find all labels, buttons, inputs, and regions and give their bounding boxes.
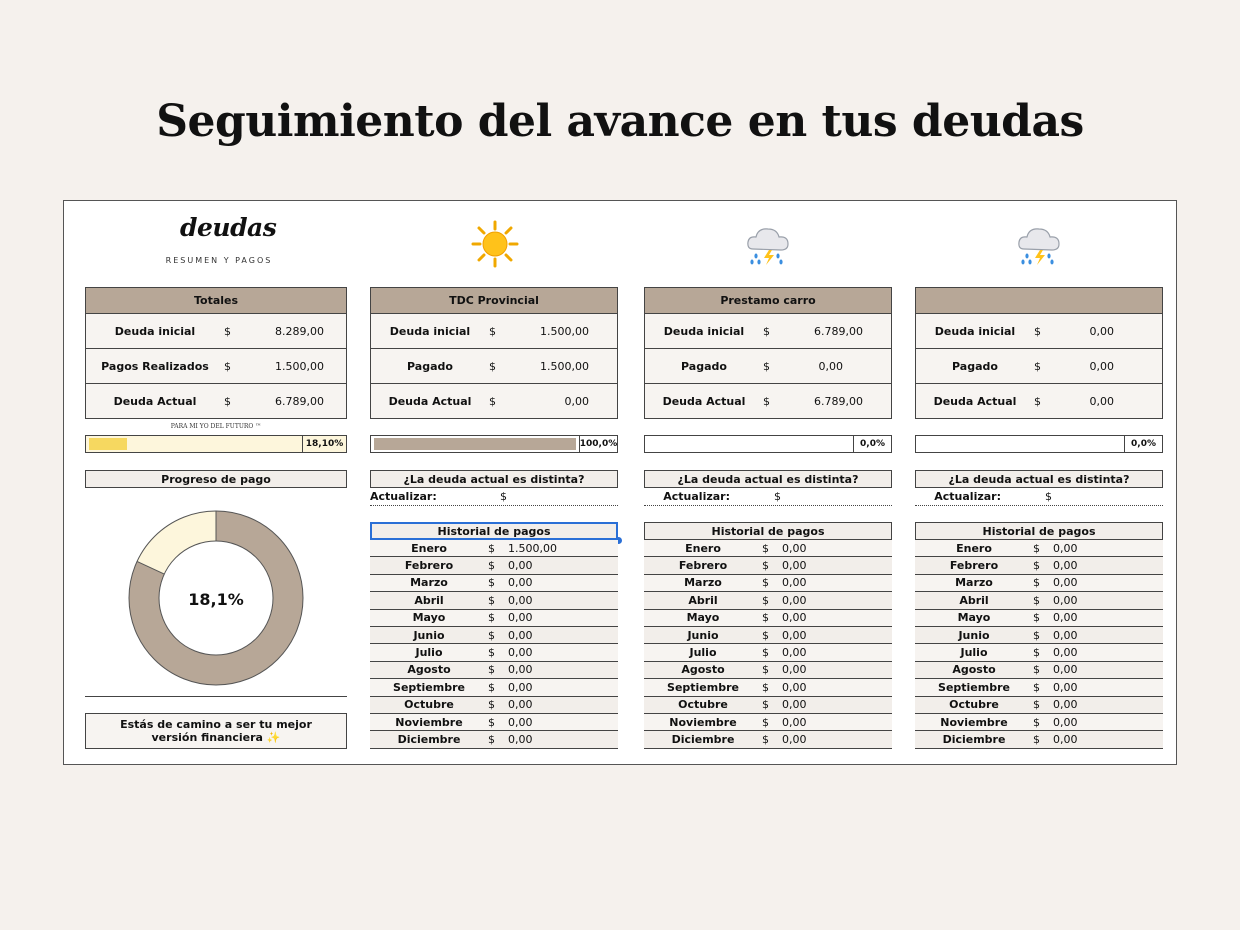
- history-row[interactable]: [644, 679, 892, 696]
- debt-row-label: Deuda inicial: [934, 324, 1016, 338]
- debt-row-label: Deuda Actual: [662, 395, 746, 408]
- history-value: 0,00: [1053, 663, 1078, 677]
- history-row[interactable]: [915, 697, 1163, 714]
- totals-progress-bar: [85, 435, 347, 453]
- debt-row-label: Deuda inicial: [663, 324, 745, 338]
- currency-symbol: $: [1033, 646, 1040, 660]
- debt-row[interactable]: [371, 384, 617, 419]
- history-month: Julio: [689, 646, 717, 660]
- currency-symbol: $: [1033, 732, 1040, 746]
- history-row[interactable]: [915, 731, 1163, 748]
- history-month: Noviembre: [940, 715, 1008, 729]
- history-row[interactable]: [644, 557, 892, 574]
- debt-row-label: Deuda Actual: [388, 395, 472, 408]
- history-month: Junio: [413, 628, 445, 642]
- history-value: 0,00: [1053, 611, 1078, 625]
- history-month: Septiembre: [938, 680, 1010, 694]
- update-label: Actualizar:: [370, 490, 437, 503]
- currency-symbol: $: [762, 646, 769, 660]
- debt-name-header[interactable]: [916, 288, 1162, 314]
- thunderstorm-cloud-icon: [1014, 219, 1064, 269]
- history-value: 0,00: [1053, 698, 1078, 712]
- history-month: Enero: [956, 541, 992, 555]
- thunderstorm-cloud-icon: [743, 219, 793, 269]
- history-month: Mayo: [686, 611, 720, 625]
- debt-row-value: 0,00: [1089, 359, 1114, 373]
- logo-subtitle: RESUMEN Y PAGOS: [165, 256, 273, 265]
- logo-text: deudas: [180, 213, 277, 242]
- debt-row-label: Pagado: [681, 359, 727, 373]
- debt-question: ¿La deuda actual es distinta?: [370, 470, 618, 488]
- debt-row-value: 0,00: [1089, 395, 1114, 408]
- debt-card: [644, 287, 892, 419]
- history-row[interactable]: [370, 679, 618, 696]
- history-value: 0,00: [782, 732, 807, 746]
- history-month: Septiembre: [393, 680, 465, 694]
- history-month: Mayo: [957, 611, 991, 625]
- history-month: Junio: [958, 628, 990, 642]
- currency-symbol: $: [762, 541, 769, 555]
- history-month: Enero: [411, 541, 447, 555]
- totals-row-label: Deuda inicial: [114, 324, 196, 338]
- history-month: Febrero: [678, 559, 728, 573]
- history-month: Septiembre: [667, 680, 739, 694]
- debt-question: ¿La deuda actual es distinta?: [644, 470, 892, 488]
- history-value: 0,00: [508, 680, 533, 694]
- currency-symbol: $: [488, 663, 495, 677]
- history-value: 0,00: [1053, 559, 1078, 573]
- debt-row-label: Deuda inicial: [389, 324, 471, 338]
- progress-fill: [374, 438, 576, 450]
- history-row[interactable]: [644, 610, 892, 627]
- history-value: 0,00: [782, 680, 807, 694]
- progress-donut-chart: [115, 497, 317, 699]
- history-value: 0,00: [1053, 628, 1078, 642]
- history-month: Octubre: [678, 698, 728, 712]
- debt-progress-bar: [644, 435, 892, 453]
- history-month: Agosto: [681, 663, 725, 677]
- currency-symbol: $: [1045, 490, 1052, 503]
- history-row[interactable]: [644, 575, 892, 592]
- currency-symbol: $: [1033, 698, 1040, 712]
- history-month: Julio: [415, 646, 443, 660]
- debt-row-value: 0,00: [1089, 324, 1114, 338]
- update-label: Actualizar:: [663, 490, 730, 503]
- currency-symbol: $: [489, 359, 496, 373]
- history-row[interactable]: [644, 644, 892, 661]
- history-month: Octubre: [949, 698, 999, 712]
- history-value: 0,00: [782, 611, 807, 625]
- currency-symbol: $: [762, 698, 769, 712]
- debt-row-label: Pagado: [952, 359, 998, 373]
- currency-symbol: $: [489, 395, 496, 408]
- history-value: 0,00: [508, 663, 533, 677]
- history-row[interactable]: [915, 714, 1163, 731]
- currency-symbol: $: [762, 680, 769, 694]
- totals-row[interactable]: [86, 384, 346, 419]
- debt-row[interactable]: [645, 349, 891, 384]
- debt-row[interactable]: [371, 314, 617, 349]
- currency-symbol: $: [1033, 611, 1040, 625]
- currency-symbol: $: [1033, 576, 1040, 590]
- currency-symbol: $: [762, 732, 769, 746]
- history-month: Abril: [414, 593, 444, 607]
- currency-symbol: $: [763, 395, 770, 408]
- currency-symbol: $: [500, 490, 507, 503]
- currency-symbol: $: [1034, 359, 1041, 373]
- debt-name-header[interactable]: TDC Provincial: [371, 288, 617, 314]
- currency-symbol: $: [1034, 324, 1041, 338]
- totals-row[interactable]: [86, 314, 346, 349]
- history-header[interactable]: Historial de pagos: [370, 522, 618, 540]
- history-row[interactable]: [370, 662, 618, 679]
- sun-icon: [470, 219, 520, 269]
- history-month: Agosto: [952, 663, 996, 677]
- currency-symbol: $: [762, 715, 769, 729]
- debt-question: ¿La deuda actual es distinta?: [915, 470, 1163, 488]
- history-month: Febrero: [404, 559, 454, 573]
- debt-row-value: 6.789,00: [814, 395, 863, 408]
- currency-symbol: $: [488, 628, 495, 642]
- currency-symbol: $: [1033, 593, 1040, 607]
- history-row[interactable]: [644, 714, 892, 731]
- debt-row[interactable]: [645, 384, 891, 419]
- history-value: 0,00: [508, 593, 533, 607]
- currency-symbol: $: [1033, 715, 1040, 729]
- history-month: Marzo: [410, 576, 448, 590]
- currency-symbol: $: [762, 559, 769, 573]
- history-row[interactable]: [370, 697, 618, 714]
- history-row[interactable]: [644, 540, 892, 557]
- debt-row[interactable]: [645, 314, 891, 349]
- history-month: Enero: [685, 541, 721, 555]
- history-row[interactable]: [370, 592, 618, 609]
- history-row[interactable]: [644, 731, 892, 748]
- debt-tracker-sheet: [63, 200, 1177, 765]
- history-row[interactable]: [915, 644, 1163, 661]
- currency-symbol: $: [762, 576, 769, 590]
- currency-symbol: $: [762, 611, 769, 625]
- history-value: 1.500,00: [508, 541, 557, 555]
- history-value: 0,00: [1053, 541, 1078, 555]
- debt-row-value: 1.500,00: [540, 359, 589, 373]
- history-month: Febrero: [949, 559, 999, 573]
- payment-history: [370, 540, 618, 749]
- currency-symbol: $: [762, 593, 769, 607]
- history-month: Diciembre: [397, 732, 461, 746]
- history-header[interactable]: Historial de pagos: [915, 522, 1163, 540]
- history-month: Agosto: [407, 663, 451, 677]
- history-row[interactable]: [915, 627, 1163, 644]
- payment-history: [644, 540, 892, 749]
- page-title: Seguimiento del avance en tus deudas: [156, 96, 1084, 147]
- debt-row-label: Pagado: [407, 359, 453, 373]
- history-month: Diciembre: [671, 732, 735, 746]
- debt-row-value: 0,00: [818, 359, 843, 373]
- currency-symbol: $: [774, 490, 781, 503]
- currency-symbol: $: [489, 324, 496, 338]
- history-value: 0,00: [508, 698, 533, 712]
- history-month: Diciembre: [942, 732, 1006, 746]
- currency-symbol: $: [1033, 559, 1040, 573]
- history-value: 0,00: [782, 541, 807, 555]
- update-row[interactable]: [370, 488, 618, 506]
- currency-symbol: $: [488, 576, 495, 590]
- history-row[interactable]: [370, 557, 618, 574]
- totals-row-value: 8.289,00: [275, 324, 324, 338]
- history-row[interactable]: [644, 592, 892, 609]
- currency-symbol: $: [224, 359, 231, 373]
- history-row[interactable]: [915, 610, 1163, 627]
- motivation-message: Estás de camino a ser tu mejor versión financiera ✨: [85, 713, 347, 749]
- history-month: Marzo: [684, 576, 722, 590]
- history-value: 0,00: [1053, 576, 1078, 590]
- history-row[interactable]: [644, 697, 892, 714]
- history-month: Abril: [959, 593, 989, 607]
- totals-card: [85, 287, 347, 419]
- history-row[interactable]: [644, 627, 892, 644]
- history-header[interactable]: Historial de pagos: [644, 522, 892, 540]
- totals-row-label: Deuda Actual: [113, 395, 197, 408]
- debt-row[interactable]: [916, 349, 1162, 384]
- history-value: 0,00: [1053, 680, 1078, 694]
- history-value: 0,00: [1053, 646, 1078, 660]
- history-value: 0,00: [508, 646, 533, 660]
- history-value: 0,00: [782, 646, 807, 660]
- totals-row-label: Pagos Realizados: [101, 359, 209, 373]
- progress-percent: 100,0%: [579, 436, 617, 452]
- history-value: 0,00: [508, 576, 533, 590]
- debt-card: [370, 287, 618, 419]
- currency-symbol: $: [762, 628, 769, 642]
- currency-symbol: $: [488, 715, 495, 729]
- donut-center-label: 18,1%: [188, 590, 244, 609]
- currency-symbol: $: [488, 698, 495, 712]
- debt-row-value: 1.500,00: [540, 324, 589, 338]
- history-row[interactable]: [370, 610, 618, 627]
- progress-fill: [89, 438, 127, 450]
- debt-row-value: 0,00: [564, 395, 589, 408]
- progress-percent: 18,10%: [302, 436, 346, 452]
- update-row[interactable]: [644, 488, 892, 506]
- currency-symbol: $: [762, 663, 769, 677]
- currency-symbol: $: [488, 680, 495, 694]
- payment-history: [915, 540, 1163, 749]
- history-value: 0,00: [782, 715, 807, 729]
- history-row[interactable]: [915, 592, 1163, 609]
- history-month: Marzo: [955, 576, 993, 590]
- debt-progress-bar: [370, 435, 618, 453]
- currency-symbol: $: [488, 541, 495, 555]
- debt-progress-bar: [915, 435, 1163, 453]
- history-month: Octubre: [404, 698, 454, 712]
- history-row[interactable]: [915, 679, 1163, 696]
- progress-section-label: Progreso de pago: [85, 470, 347, 488]
- debt-name-header[interactable]: Prestamo carro: [645, 288, 891, 314]
- history-value: 0,00: [782, 663, 807, 677]
- debt-row[interactable]: [916, 384, 1162, 419]
- history-month: Junio: [687, 628, 719, 642]
- debt-row-label: Deuda Actual: [933, 395, 1017, 408]
- history-row[interactable]: [915, 662, 1163, 679]
- currency-symbol: $: [1033, 663, 1040, 677]
- totals-row[interactable]: [86, 349, 346, 384]
- history-value: 0,00: [782, 698, 807, 712]
- currency-symbol: $: [488, 611, 495, 625]
- debt-row[interactable]: [371, 349, 617, 384]
- currency-symbol: $: [1033, 680, 1040, 694]
- totals-row-value: 6.789,00: [275, 395, 324, 408]
- history-value: 0,00: [508, 628, 533, 642]
- debt-row[interactable]: [916, 314, 1162, 349]
- currency-symbol: $: [1033, 541, 1040, 555]
- currency-symbol: $: [1034, 395, 1041, 408]
- history-value: 0,00: [508, 715, 533, 729]
- currency-symbol: $: [488, 646, 495, 660]
- history-value: 0,00: [508, 611, 533, 625]
- debt-row-value: 6.789,00: [814, 324, 863, 338]
- debt-card: [915, 287, 1163, 419]
- update-row[interactable]: [915, 488, 1163, 506]
- history-month: Noviembre: [395, 715, 463, 729]
- history-row[interactable]: [370, 540, 618, 557]
- history-row[interactable]: [370, 575, 618, 592]
- divider: [85, 696, 347, 697]
- history-row[interactable]: [915, 540, 1163, 557]
- history-row[interactable]: [370, 627, 618, 644]
- history-value: 0,00: [782, 628, 807, 642]
- currency-symbol: $: [763, 359, 770, 373]
- currency-symbol: $: [224, 395, 231, 408]
- history-row[interactable]: [644, 662, 892, 679]
- history-value: 0,00: [508, 732, 533, 746]
- history-month: Abril: [688, 593, 718, 607]
- progress-percent: 0,0%: [853, 436, 891, 452]
- history-row[interactable]: [370, 714, 618, 731]
- currency-symbol: $: [488, 732, 495, 746]
- history-value: 0,00: [782, 559, 807, 573]
- history-value: 0,00: [508, 559, 533, 573]
- history-value: 0,00: [782, 576, 807, 590]
- totals-row-value: 1.500,00: [275, 359, 324, 373]
- currency-symbol: $: [488, 593, 495, 607]
- currency-symbol: $: [763, 324, 770, 338]
- currency-symbol: $: [1033, 628, 1040, 642]
- history-month: Julio: [960, 646, 988, 660]
- currency-symbol: $: [224, 324, 231, 338]
- history-value: 0,00: [1053, 732, 1078, 746]
- totals-header: Totales: [86, 288, 346, 314]
- progress-tagline: PARA MI YO DEL FUTURO ™: [170, 423, 262, 430]
- update-label: Actualizar:: [934, 490, 1001, 503]
- history-value: 0,00: [1053, 715, 1078, 729]
- history-value: 0,00: [782, 593, 807, 607]
- history-month: Mayo: [412, 611, 446, 625]
- history-month: Noviembre: [669, 715, 737, 729]
- history-value: 0,00: [1053, 593, 1078, 607]
- history-row[interactable]: [915, 557, 1163, 574]
- currency-symbol: $: [488, 559, 495, 573]
- progress-percent: 0,0%: [1124, 436, 1162, 452]
- history-row[interactable]: [370, 731, 618, 748]
- history-row[interactable]: [915, 575, 1163, 592]
- history-row[interactable]: [370, 644, 618, 661]
